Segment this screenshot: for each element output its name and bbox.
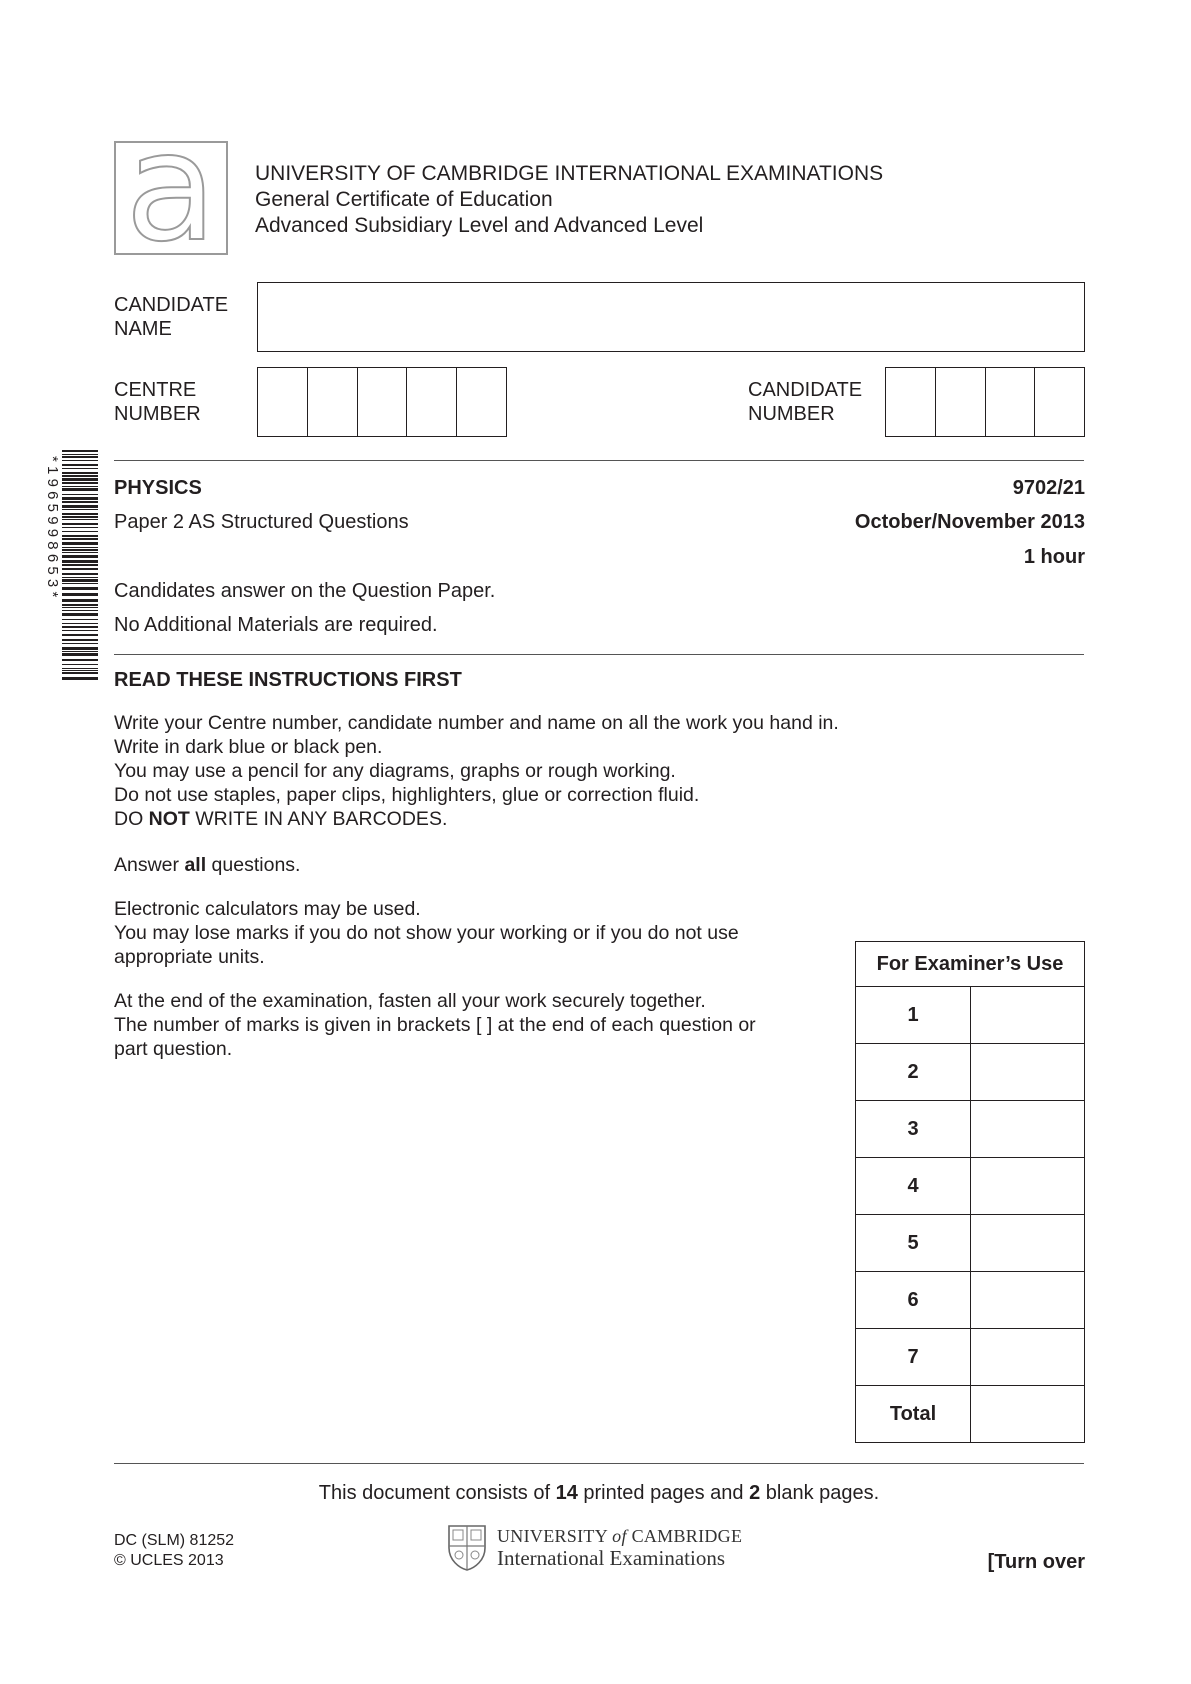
barcode-bar — [62, 643, 98, 644]
instructions-heading: READ THESE INSTRUCTIONS FIRST — [114, 669, 462, 691]
barcode-bar — [62, 664, 98, 665]
cambridge-logo — [447, 1524, 742, 1572]
barcode-bar — [62, 599, 98, 602]
barcode-bar — [62, 647, 98, 650]
candidate-number-cell[interactable] — [886, 368, 935, 436]
examiner-table-title: For Examiner’s Use — [856, 942, 1085, 987]
barcode-bar — [62, 460, 98, 461]
barcode-bar — [62, 542, 98, 545]
barcode-bar — [62, 552, 98, 553]
board-name: UNIVERSITY OF CAMBRIDGE INTERNATIONAL EXAMINATIONS — [255, 162, 884, 185]
barcode-bar — [62, 604, 98, 606]
barcode-bar — [62, 623, 98, 624]
barcode-text: *1965998653* — [44, 456, 61, 602]
divider — [114, 460, 1084, 461]
centre-number-cell[interactable] — [258, 368, 307, 436]
barcode-bar — [62, 670, 98, 671]
barcode-bar — [62, 672, 98, 674]
candidate-number-cell[interactable] — [1034, 368, 1084, 436]
candidate-name-box[interactable] — [257, 282, 1085, 352]
barcode-bar — [62, 535, 98, 537]
barcode-bar — [62, 547, 98, 548]
barcode-bar — [62, 568, 98, 570]
mark-cell[interactable] — [971, 1329, 1085, 1386]
barcode — [42, 450, 98, 682]
table-row: 2 — [856, 1044, 1085, 1101]
certificate-name: General Certificate of Education — [255, 188, 553, 211]
barcode-bar — [62, 549, 98, 551]
barcode-bar — [62, 634, 98, 636]
barcode-bar — [62, 513, 98, 515]
barcode-bar — [62, 456, 98, 458]
mark-cell[interactable] — [971, 1158, 1085, 1215]
mark-cell[interactable] — [971, 1272, 1085, 1329]
centre-number-cell[interactable] — [406, 368, 456, 436]
logo-letter: a — [125, 141, 217, 255]
barcode-bar — [62, 639, 98, 641]
centre-number-cell[interactable] — [456, 368, 506, 436]
table-row: 5 — [856, 1215, 1085, 1272]
candidate-name-label: CANDIDATE NAME — [114, 294, 229, 340]
barcode-bar — [62, 519, 98, 520]
barcode-bar — [62, 579, 98, 582]
barcode-bar — [62, 454, 98, 455]
divider — [114, 654, 1084, 655]
answer-instruction: Answer all questions. — [114, 854, 301, 876]
calculator-instruction: Electronic calculators may be used. You may lose marks if you do not show your working or if you do not use appropriate units. — [114, 898, 739, 968]
centre-number-label: CENTRE NUMBER — [114, 379, 201, 425]
barcode-bar — [62, 497, 98, 500]
barcode-bar — [62, 486, 98, 487]
table-row: Total — [856, 1386, 1085, 1443]
answer-note: Candidates answer on the Question Paper. — [114, 580, 496, 602]
page-count: This document consists of 14 printed pages and 2 blank pages. — [318, 1482, 880, 1504]
turn-over: [Turn over — [987, 1551, 1085, 1573]
candidate-number-label: CANDIDATE NUMBER — [748, 379, 863, 425]
barcode-bar — [62, 613, 98, 616]
barcode-bar — [62, 610, 98, 611]
barcode-bar — [62, 509, 98, 510]
barcode-bar — [62, 450, 98, 452]
examiner-use-table — [855, 941, 1085, 1443]
exam-session: October/November 2013 — [854, 511, 1085, 533]
barcode-bar — [62, 505, 98, 508]
barcode-bar — [62, 630, 98, 631]
barcode-bar — [62, 564, 98, 566]
exam-board-logo — [114, 141, 228, 255]
table-row: 3 — [856, 1101, 1085, 1158]
mark-cell[interactable] — [971, 1044, 1085, 1101]
instructions-block-1: Write your Centre number, candidate number and name on all the work you hand in. Write in dark blue or black pen. You may use a pencil for any diagrams, graphs or rough working. Do not use staples, paper clips, highlighters, glue or correction fluid. DO NOT WRITE IN ANY BARCODES. — [114, 712, 839, 830]
barcode-bar — [62, 475, 98, 477]
barcode-bar — [62, 653, 98, 656]
end-instruction: At the end of the examination, fasten all your work securely together. The number of marks is given in brackets [ ] at the end of each question or part question. — [114, 990, 756, 1060]
barcode-bar — [62, 587, 98, 590]
mark-cell[interactable] — [971, 1386, 1085, 1443]
table-row: 4 — [856, 1158, 1085, 1215]
barcode-bar — [62, 527, 98, 528]
barcode-bar — [62, 626, 98, 628]
table-row: 7 — [856, 1329, 1085, 1386]
centre-number-cell[interactable] — [357, 368, 407, 436]
barcode-bar — [62, 538, 98, 540]
footer-divider — [114, 1463, 1084, 1464]
barcode-bar — [62, 523, 98, 525]
mark-cell[interactable] — [971, 1101, 1085, 1158]
barcode-bar — [62, 560, 98, 563]
table-row: 1 — [856, 987, 1085, 1044]
centre-number-cell[interactable] — [307, 368, 357, 436]
barcode-bar — [62, 651, 98, 652]
subject: PHYSICS — [114, 477, 202, 499]
centre-number-boxes[interactable] — [257, 367, 507, 437]
barcode-bar — [62, 659, 98, 661]
candidate-number-cell[interactable] — [935, 368, 985, 436]
cambridge-logo-line-2: International Examinations — [497, 1546, 726, 1570]
barcode-bar — [62, 677, 98, 680]
barcode-bar — [62, 468, 98, 469]
barcode-bar — [62, 488, 98, 491]
candidate-number-cell[interactable] — [985, 368, 1035, 436]
barcode-bar — [62, 583, 98, 584]
barcode-bar — [62, 482, 98, 484]
paper-title: Paper 2 AS Structured Questions — [114, 511, 409, 533]
barcode-bar — [62, 472, 98, 474]
materials-note: No Additional Materials are required. — [114, 614, 438, 636]
barcode-bar — [62, 516, 98, 518]
barcode-bar — [62, 478, 98, 481]
barcode-bar — [62, 668, 98, 669]
crest-icon — [447, 1524, 487, 1572]
barcode-bar — [62, 619, 98, 620]
document-reference: DC (SLM) 81252 © UCLES 2013 — [114, 1532, 235, 1569]
barcode-bar — [62, 555, 98, 558]
mark-cell[interactable] — [971, 1215, 1085, 1272]
table-row: 6 — [856, 1272, 1085, 1329]
barcode-bar — [62, 593, 98, 596]
barcode-bar — [62, 531, 98, 532]
barcode-bar — [62, 464, 98, 466]
exam-duration: 1 hour — [1023, 546, 1085, 568]
barcode-bar — [62, 501, 98, 503]
barcode-bar — [62, 607, 98, 608]
cambridge-logo-line-1: UNIVERSITY of CAMBRIDGE — [497, 1526, 743, 1546]
mark-cell[interactable] — [971, 987, 1085, 1044]
barcode-bar — [62, 494, 98, 495]
candidate-number-boxes[interactable] — [885, 367, 1085, 437]
paper-code: 9702/21 — [1012, 477, 1085, 499]
barcode-bar — [62, 573, 98, 575]
level-name: Advanced Subsidiary Level and Advanced Level — [255, 214, 704, 237]
barcode-bar — [62, 577, 98, 578]
